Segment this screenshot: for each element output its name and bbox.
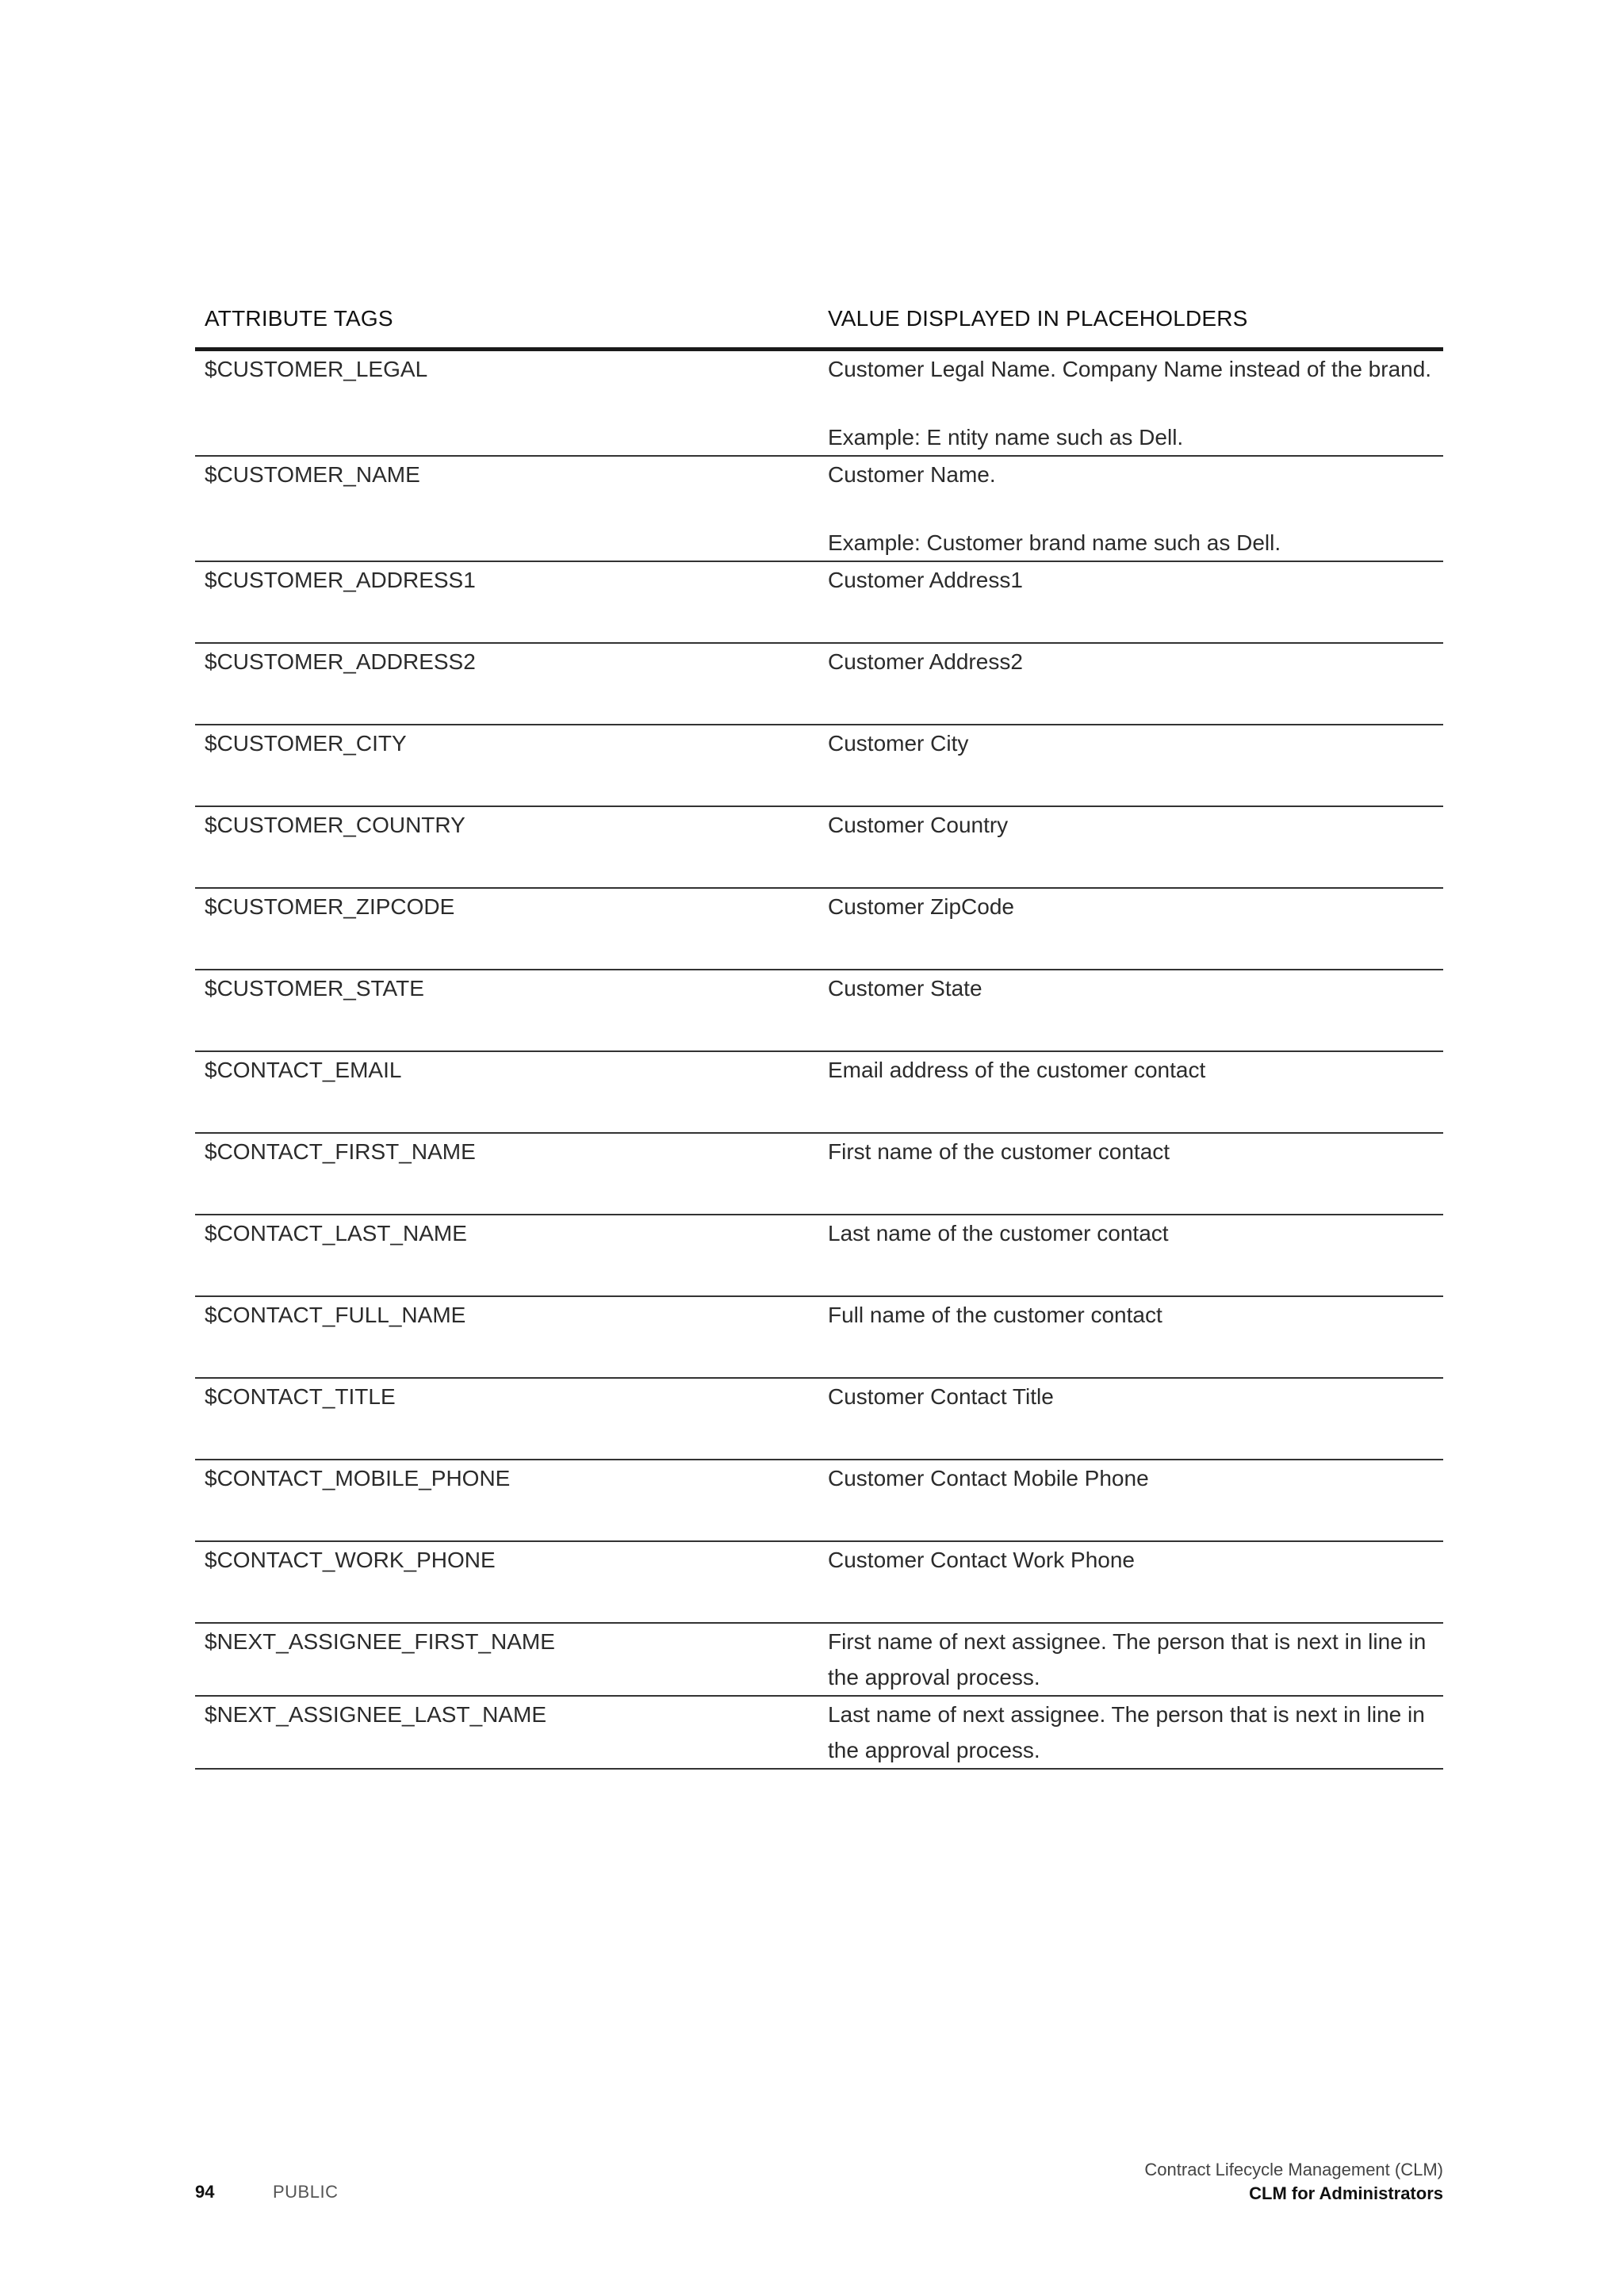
placeholder-value: Full name of the customer contact <box>818 1296 1443 1378</box>
table-row <box>195 1623 1443 1696</box>
attribute-tag: $CONTACT_LAST_NAME <box>195 1215 818 1296</box>
table-header-row <box>195 297 1443 350</box>
placeholder-value: Customer Address1 <box>818 561 1443 643</box>
table-row <box>195 1296 1443 1378</box>
attribute-tag: $CONTACT_WORK_PHONE <box>195 1541 818 1623</box>
value-example: Example: E ntity name such as Dell. <box>828 425 1184 450</box>
table-row <box>195 806 1443 888</box>
table-row <box>195 1541 1443 1623</box>
document-title: Contract Lifecycle Management (CLM) <box>1144 2160 1443 2179</box>
table-row <box>195 643 1443 725</box>
attribute-tag: $CUSTOMER_ZIPCODE <box>195 888 818 970</box>
attribute-tag: $CUSTOMER_COUNTRY <box>195 806 818 888</box>
attribute-tag: $CONTACT_EMAIL <box>195 1051 818 1133</box>
placeholder-value: Customer State <box>818 970 1443 1051</box>
placeholder-value: Customer City <box>818 725 1443 806</box>
attribute-tag: $CONTACT_FIRST_NAME <box>195 1133 818 1215</box>
value-description: Customer Legal Name. Company Name instead of the brand. <box>828 357 1432 381</box>
table-row <box>195 456 1443 561</box>
placeholder-value: Email address of the customer contact <box>818 1051 1443 1133</box>
table-row <box>195 350 1443 457</box>
attribute-tag: $CUSTOMER_CITY <box>195 725 818 806</box>
attribute-tag: $CUSTOMER_STATE <box>195 970 818 1051</box>
attribute-tag: $CUSTOMER_ADDRESS2 <box>195 643 818 725</box>
attribute-tag: $CONTACT_MOBILE_PHONE <box>195 1460 818 1541</box>
placeholder-value: Last name of the customer contact <box>818 1215 1443 1296</box>
attribute-tag: $NEXT_ASSIGNEE_FIRST_NAME <box>195 1623 818 1696</box>
column-header-value-displayed: VALUE DISPLAYED IN PLACEHOLDERS <box>818 297 1443 350</box>
document-subtitle: CLM for Administrators <box>1249 2183 1443 2203</box>
placeholder-value: Customer Contact Title <box>818 1378 1443 1460</box>
placeholder-value: First name of next assignee. The person that is next in line in the approval process. <box>818 1623 1443 1696</box>
placeholder-value <box>818 456 1443 561</box>
placeholder-value: Customer Contact Mobile Phone <box>818 1460 1443 1541</box>
table-row <box>195 1051 1443 1133</box>
document-info <box>1144 2158 1443 2206</box>
page-number: 94 <box>195 2182 215 2202</box>
column-header-attribute-tags: ATTRIBUTE TAGS <box>195 297 818 350</box>
attribute-tag: $CUSTOMER_NAME <box>195 456 818 561</box>
table-row <box>195 1215 1443 1296</box>
table-row <box>195 1378 1443 1460</box>
attribute-tag: $CUSTOMER_ADDRESS1 <box>195 561 818 643</box>
placeholder-value: Customer Address2 <box>818 643 1443 725</box>
placeholder-value: Customer ZipCode <box>818 888 1443 970</box>
placeholder-value: Customer Contact Work Phone <box>818 1541 1443 1623</box>
attribute-tag: $CUSTOMER_LEGAL <box>195 350 818 457</box>
value-description: Customer Name. <box>828 462 996 487</box>
value-example: Example: Customer brand name such as Dell. <box>828 530 1281 555</box>
attribute-tag: $CONTACT_TITLE <box>195 1378 818 1460</box>
table-row <box>195 725 1443 806</box>
table-row <box>195 1696 1443 1769</box>
table-row <box>195 1460 1443 1541</box>
placeholder-value: First name of the customer contact <box>818 1133 1443 1215</box>
attribute-tags-table <box>195 297 1443 1770</box>
table-row <box>195 1133 1443 1215</box>
attribute-tag: $NEXT_ASSIGNEE_LAST_NAME <box>195 1696 818 1769</box>
placeholder-value: Last name of next assignee. The person that is next in line in the approval process. <box>818 1696 1443 1769</box>
table-row <box>195 561 1443 643</box>
table-row <box>195 888 1443 970</box>
classification-label: PUBLIC <box>273 2182 339 2202</box>
table-row <box>195 970 1443 1051</box>
attribute-tag: $CONTACT_FULL_NAME <box>195 1296 818 1378</box>
placeholder-value <box>818 350 1443 457</box>
placeholder-value: Customer Country <box>818 806 1443 888</box>
